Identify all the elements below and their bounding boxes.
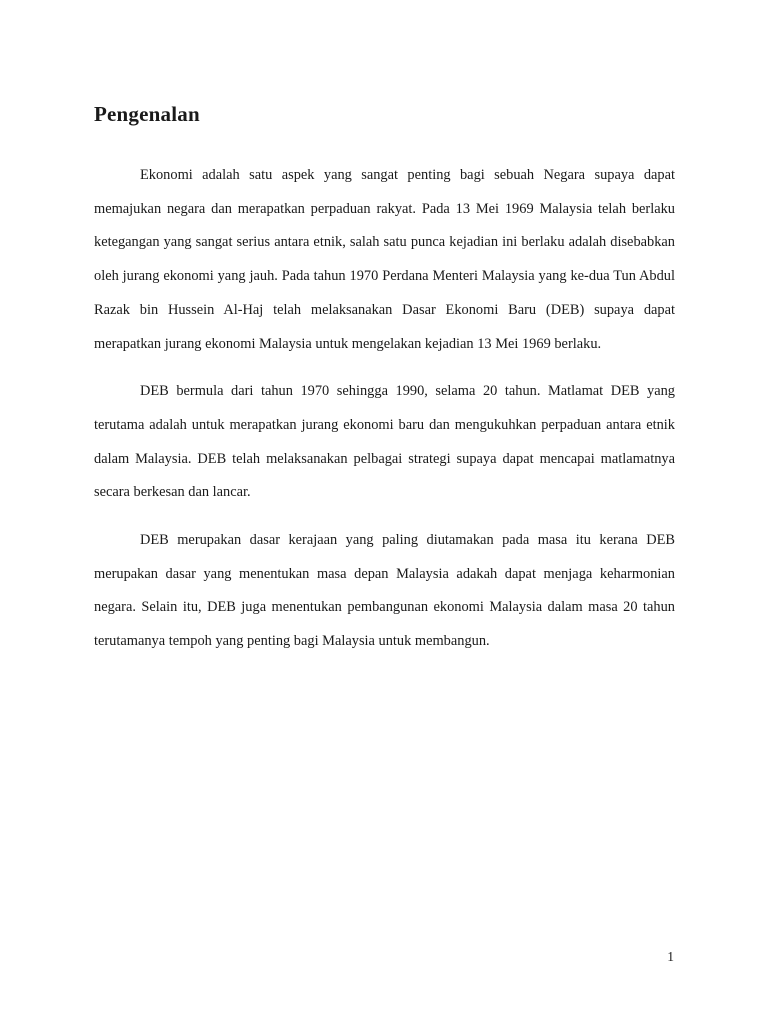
section-heading: Pengenalan [94, 102, 200, 126]
page-number: 1 [667, 949, 674, 964]
paragraph-3: DEB merupakan dasar kerajaan yang paling diutamakan pada masa itu kerana DEB merupakan dasar yang menentukan masa depan Malaysia adakah dapat menjaga keharmonian negara. Selain itu, DEB juga menentukan pembangunan ekonomi Malaysia dalam masa 20 tahun terutamanya tempoh yang penting bagi Malaysia untuk membangun. [94, 532, 675, 650]
paragraph-1: Ekonomi adalah satu aspek yang sangat penting bagi sebuah Negara supaya dapat memajukan negara dan merapatkan perpaduan rakyat. Pada 13 Mei 1969 Malaysia telah berlaku ketegangan yang sangat serius antara etnik, salah satu punca kejadian ini berlaku adalah disebabkan oleh jurang ekonomi yang jauh. Pada tahun 1970 Perdana Menteri Malaysia yang ke-dua Tun Abdul Razak bin Hussein Al-Haj telah melaksanakan Dasar Ekonomi Baru (DEB) supaya dapat merapatkan jurang ekonomi Malaysia untuk mengelakan kejadian 13 Mei 1969 berlaku. [94, 167, 675, 352]
body-text [94, 159, 675, 659]
paragraph-2: DEB bermula dari tahun 1970 sehingga 1990, selama 20 tahun. Matlamat DEB yang terutama adalah untuk merapatkan jurang ekonomi baru dan mengukuhkan perpaduan antara etnik dalam Malaysia. DEB telah melaksanakan pelbagai strategi supaya dapat mencapai matlamatnya secara berkesan dan lancar. [94, 383, 675, 501]
